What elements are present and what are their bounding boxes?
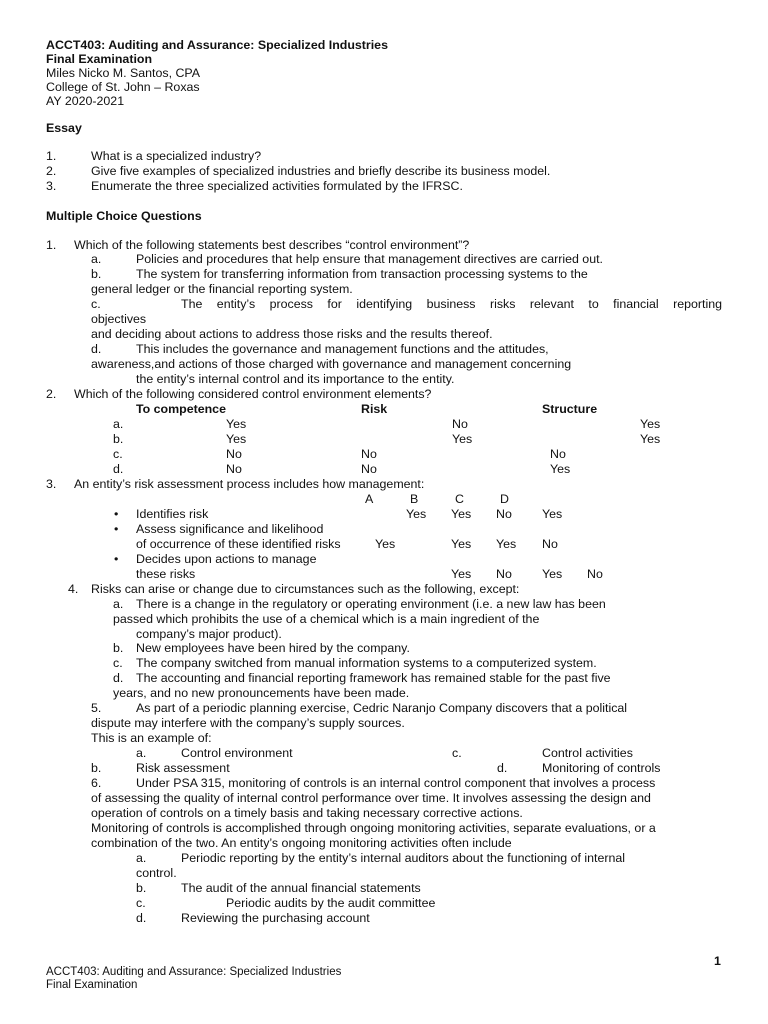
option-column-header: B [410, 492, 419, 506]
choice-text: The system for transferring information from transaction processing systems to the [136, 267, 588, 281]
choice-text: Control environment [181, 746, 293, 760]
table-cell: No [226, 462, 242, 476]
essay-item-number: 1. [46, 149, 57, 163]
choice-text: Reviewing the purchasing account [181, 911, 370, 925]
course-title: ACCT403: Auditing and Assurance: Specialized Industries [46, 38, 388, 52]
option-value: Yes [451, 537, 472, 551]
question-text-continued: of assessing the quality of internal control performance over time. It involves assessing the design and [91, 791, 651, 805]
choice-label: b. [91, 267, 102, 281]
table-cell: No [361, 447, 377, 461]
choice-text: The accounting and financial reporting framework has remained stable for the past five [136, 671, 611, 685]
choice-label: c. [452, 746, 462, 760]
table-cell: Yes [640, 417, 661, 431]
question-number: 6. [91, 776, 102, 790]
choice-label: b. [91, 761, 102, 775]
question-text-continued: Monitoring of controls is accomplished through ongoing monitoring activities, separate evaluations, or a [91, 821, 656, 835]
table-cell: No [226, 447, 242, 461]
choice-label: d. [497, 761, 508, 775]
bullet-text: of occurrence of these identified risks [136, 537, 341, 551]
question-text-continued: operation of controls on a timely basis and taking necessary corrective actions. [91, 806, 523, 820]
bullet-text: these risks [136, 567, 196, 581]
option-value: Yes [375, 537, 396, 551]
choice-text: The entity’s process for identifying business risks relevant to financial reporting [181, 297, 722, 311]
choice-label: a. [113, 597, 124, 611]
bullet: • [114, 552, 119, 566]
choice-text: Policies and procedures that help ensure that management directives are carried out. [136, 252, 603, 266]
table-row-label: d. [113, 462, 124, 476]
choice-text-continued: awareness,and actions of those charged with governance and management concerning [91, 357, 572, 371]
choice-label: c. [91, 297, 101, 311]
choice-label: a. [136, 746, 147, 760]
choice-label: d. [113, 671, 124, 685]
table-row-label: a. [113, 417, 124, 431]
question-text: As part of a periodic planning exercise, Cedric Naranjo Company discovers that a political [136, 701, 628, 715]
choice-text-continued: years, and no new pronouncements have been made. [113, 686, 410, 700]
bullet: • [114, 507, 119, 521]
choice-text-continued: objectives [91, 312, 147, 326]
option-value: No [496, 567, 512, 581]
choice-text-continued: company’s major product). [136, 627, 282, 641]
essay-item-number: 3. [46, 179, 57, 193]
page-number: 1 [714, 954, 721, 968]
question-text-continued: combination of the two. An entity’s ongoing monitoring activities often include [91, 836, 512, 850]
choice-label: b. [136, 881, 147, 895]
choice-text-continued: passed which prohibits the use of a chemical which is a main ingredient of the [113, 612, 540, 626]
footer-exam-title: Final Examination [46, 979, 138, 991]
option-value: Yes [451, 567, 472, 581]
essay-item-number: 2. [46, 164, 57, 178]
choice-text-continued: control. [136, 866, 177, 880]
table-cell: No [550, 447, 566, 461]
bullet: • [114, 522, 119, 536]
choice-text-continued: the entity’s internal control and its importance to the entity. [136, 372, 455, 386]
option-value: Yes [406, 507, 427, 521]
option-column-header: A [365, 492, 374, 506]
table-header: To competence [136, 402, 226, 416]
footer-course-title: ACCT403: Auditing and Assurance: Specialized Industries [46, 966, 342, 978]
table-cell: Yes [640, 432, 661, 446]
choice-label: d. [91, 342, 102, 356]
table-cell: Yes [550, 462, 571, 476]
choice-text-continued: general ledger or the financial reporting system. [91, 282, 353, 296]
choice-text-continued: and deciding about actions to address those risks and the results thereof. [91, 327, 493, 341]
option-column-header: C [455, 492, 464, 506]
option-column-header: D [500, 492, 509, 506]
bullet-text: Identifies risk [136, 507, 209, 521]
essay-item-text: Enumerate the three specialized activities formulated by the IFRSC. [91, 179, 463, 193]
essay-heading: Essay [46, 121, 82, 135]
question-number: 3. [46, 477, 57, 491]
table-row-label: c. [113, 447, 123, 461]
choice-label: c. [113, 656, 123, 670]
choice-text: The audit of the annual financial statements [181, 881, 421, 895]
choice-text: Control activities [542, 746, 633, 760]
choice-text: Periodic audits by the audit committee [226, 896, 436, 910]
question-text: Which of the following considered control environment elements? [74, 387, 432, 401]
academic-year: AY 2020-2021 [46, 94, 125, 108]
option-value: Yes [451, 507, 472, 521]
question-number: 4. [68, 582, 79, 596]
author: Miles Nicko M. Santos, CPA [46, 66, 201, 80]
question-text: An entity’s risk assessment process includes how management: [74, 477, 425, 491]
choice-label: d. [136, 911, 147, 925]
table-header: Structure [542, 402, 598, 416]
choice-label: c. [136, 896, 146, 910]
option-value: Yes [542, 507, 563, 521]
table-row-label: b. [113, 432, 124, 446]
essay-item-text: Give five examples of specialized industries and briefly describe its business model. [91, 164, 551, 178]
option-value: Yes [542, 567, 563, 581]
essay-item-text: What is a specialized industry? [91, 149, 262, 163]
question-text: Risks can arise or change due to circumstances such as the following, except: [91, 582, 520, 596]
mcq-heading: Multiple Choice Questions [46, 209, 202, 223]
choice-text: Monitoring of controls [542, 761, 661, 775]
question-text-continued: This is an example of: [91, 731, 212, 745]
choice-text: The company switched from manual information systems to a computerized system. [136, 656, 597, 670]
bullet-text: Decides upon actions to manage [136, 552, 317, 566]
table-header: Risk [361, 402, 388, 416]
choice-text: Risk assessment [136, 761, 230, 775]
question-text: Which of the following statements best describes “control environment”? [74, 238, 470, 252]
option-value: Yes [496, 537, 517, 551]
bullet-text: Assess significance and likelihood [136, 522, 324, 536]
table-cell: Yes [226, 417, 247, 431]
question-number: 1. [46, 238, 57, 252]
choice-text: New employees have been hired by the company. [136, 641, 410, 655]
choice-text: This includes the governance and management functions and the attitudes, [136, 342, 549, 356]
choice-text: Periodic reporting by the entity’s internal auditors about the functioning of internal [181, 851, 626, 865]
question-text: Under PSA 315, monitoring of controls is an internal control component that involves a process [136, 776, 656, 790]
option-value: No [496, 507, 512, 521]
option-value: No [587, 567, 603, 581]
table-cell: No [361, 462, 377, 476]
table-cell: Yes [226, 432, 247, 446]
choice-label: b. [113, 641, 124, 655]
choice-label: a. [91, 252, 102, 266]
choice-label: a. [136, 851, 147, 865]
question-number: 2. [46, 387, 57, 401]
table-cell: Yes [452, 432, 473, 446]
choice-text: There is a change in the regulatory or operating environment (i.e. a new law has been [136, 597, 606, 611]
school: College of St. John – Roxas [46, 80, 200, 94]
question-text-continued: dispute may interfere with the company’s supply sources. [91, 716, 405, 730]
exam-title: Final Examination [46, 52, 153, 66]
table-cell: No [452, 417, 468, 431]
option-value: No [542, 537, 558, 551]
question-number: 5. [91, 701, 102, 715]
